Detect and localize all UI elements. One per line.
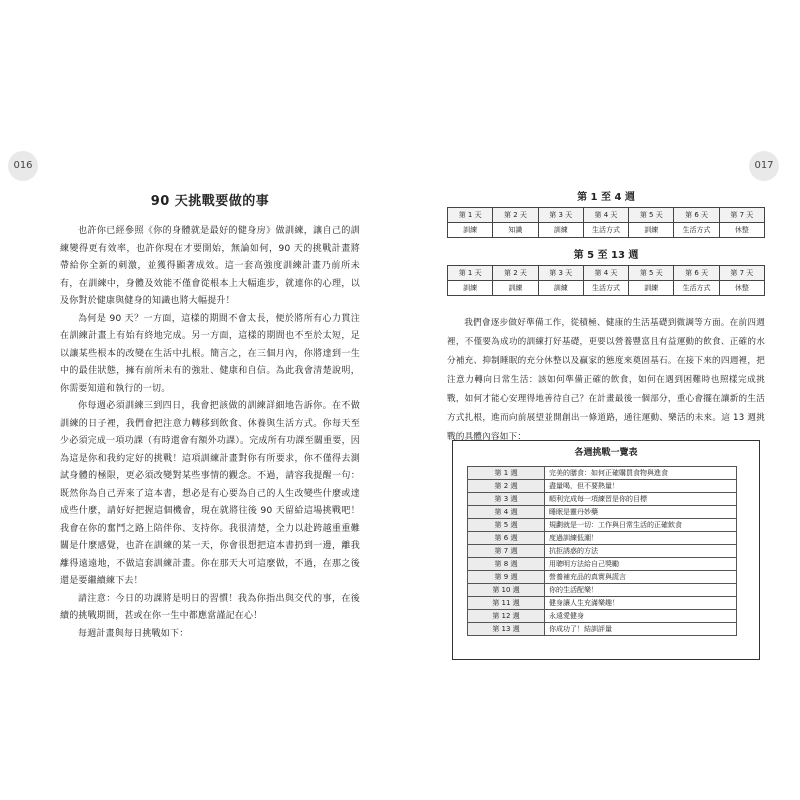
week-cell: 第 1 週 (468, 467, 545, 480)
table-row (468, 571, 737, 584)
day-cell: 第 3 天 (538, 208, 583, 223)
week-cell: 第 9 週 (468, 571, 545, 584)
activity-cell: 休整 (719, 223, 764, 238)
schedule-table-weeks-5-13 (447, 265, 765, 296)
table-row (468, 584, 737, 597)
schedule-title: 第 1 至 4 週 (577, 192, 635, 203)
schedule-title: 第 5 至 13 週 (573, 250, 639, 261)
right-page (447, 188, 765, 447)
table-row (468, 506, 737, 519)
topic-cell: 用聰明方法給自己獎勵 (545, 558, 737, 571)
week-cell: 第 7 週 (468, 545, 545, 558)
body-paragraph: 為何是 90 天？一方面，這樣的期間不會太長，便於將所有心力貫注在訓練計畫上有始有終地完成。另一方面，這樣的期間也不至於太短，足以讓某些根本的改變在生活中扎根。簡言之，在三個月內，你將達到一生中的最佳狀態，擁有前所未有的強壯、健康和自信。為此我會清楚說明，你需要知道和執行的一切。 (60, 313, 360, 394)
table-row (468, 558, 737, 571)
table-row (468, 493, 737, 506)
activity-cell: 訓練 (538, 281, 583, 296)
schedule-day-row (448, 208, 765, 223)
week-cell: 第 6 週 (468, 532, 545, 545)
day-cell: 第 4 天 (583, 208, 628, 223)
topic-cell: 睡眠是靈丹妙藥 (545, 506, 737, 519)
topic-cell: 盡量喝，但不要熱量！ (545, 480, 737, 493)
activity-cell: 知識 (493, 223, 538, 238)
weekly-challenges-table (467, 466, 737, 636)
weekly-challenges-title: 各週挑戰一覽表 (574, 448, 638, 458)
topic-cell: 抗拒誘惑的方法 (545, 545, 737, 558)
schedule-activity-row (448, 281, 765, 296)
schedule-table-weeks-1-4 (447, 207, 765, 238)
topic-cell: 健身讓人生充滿樂趣！ (545, 597, 737, 610)
day-cell: 第 2 天 (493, 266, 538, 281)
topic-cell: 你的生活配樂！ (545, 584, 737, 597)
table-row (468, 519, 737, 532)
week-cell: 第 5 週 (468, 519, 545, 532)
topic-cell: 度過訓練低潮！ (545, 532, 737, 545)
week-cell: 第 11 週 (468, 597, 545, 610)
weekly-challenges-box (452, 440, 760, 660)
topic-cell: 你成功了！結訓評量 (545, 623, 737, 636)
activity-cell: 生活方式 (674, 223, 719, 238)
week-cell: 第 2 週 (468, 480, 545, 493)
topic-cell: 營養補充品的真實與謊言 (545, 571, 737, 584)
activity-cell: 訓練 (629, 223, 674, 238)
schedule-day-row (448, 266, 765, 281)
activity-cell: 生活方式 (674, 281, 719, 296)
table-row (468, 597, 737, 610)
page-number-right: 017 (749, 151, 779, 181)
day-cell: 第 5 天 (629, 208, 674, 223)
topic-cell: 順利完成每一項練習是你的目標 (545, 493, 737, 506)
day-cell: 第 3 天 (538, 266, 583, 281)
activity-cell: 休整 (719, 281, 764, 296)
activity-cell: 訓練 (538, 223, 583, 238)
topic-cell: 永遠愛健身 (545, 610, 737, 623)
topic-cell: 完美的膳食：如何正確購買食物與進食 (545, 467, 737, 480)
table-row (468, 623, 737, 636)
body-paragraph: 我們會逐步做好準備工作，從積極、健康的生活基礎到微調等方面。在前四週裡，不僅要為成功的訓練打好基礎，更要以營養豐富且有益運動的飲食、正確的水分補充、抑制睡眠的充分休整以及贏家的態度來奠固基石。在接下來的四週裡，把注意力轉向日常生活：該如何準備正確的飲食，如何在遇到困難時也照樣完成挑戰，如何才能心安理得地善待自己？在計畫最後一個部分，重心會擺在讓新的生活方式扎根，進而向前展望並開創出一條道路，通往運動、樂活的未來。這 13 週挑戰的具體內容如下： (447, 318, 765, 442)
topic-cell: 規劃就是一切：工作與日常生活的正確飲食 (545, 519, 737, 532)
week-cell: 第 4 週 (468, 506, 545, 519)
day-cell: 第 1 天 (448, 266, 493, 281)
day-cell: 第 2 天 (493, 208, 538, 223)
body-paragraph: 也許你已經參照《你的身體就是最好的健身房》做訓練，讓自己的訓練變得更有效率，也許你現在才要開始，無論如何，90 天的挑戰計畫將帶給你全新的刺激，並獲得顯著成效。這一套高強度訓練計畫乃前所未有，在訓練中，身體及效能不僅會從根本上大幅進步，就連你的心理，以及你對於健康與健身的知識也將大幅提升！ (60, 226, 360, 306)
week-cell: 第 12 週 (468, 610, 545, 623)
table-row (468, 610, 737, 623)
day-cell: 第 4 天 (583, 266, 628, 281)
page-title: 90 天挑戰要做的事 (150, 194, 270, 209)
week-cell: 第 8 週 (468, 558, 545, 571)
table-row (468, 467, 737, 480)
activity-cell: 訓練 (448, 223, 493, 238)
week-cell: 第 13 週 (468, 623, 545, 636)
left-page (60, 190, 360, 643)
activity-cell: 訓練 (493, 281, 538, 296)
activity-cell: 訓練 (629, 281, 674, 296)
day-cell: 第 7 天 (719, 208, 764, 223)
table-row (468, 532, 737, 545)
week-cell: 第 10 週 (468, 584, 545, 597)
body-paragraph: 每週計畫與每日挑戰如下： (78, 628, 189, 639)
day-cell: 第 7 天 (719, 266, 764, 281)
schedule-activity-row (448, 223, 765, 238)
body-paragraph: 請注意：今日的功課將是明日的習慣！我為你指出與交代的事，在後續的挑戰期間，甚或在你一生中都應當謹記在心！ (60, 593, 360, 621)
activity-cell: 生活方式 (583, 223, 628, 238)
activity-cell: 生活方式 (583, 281, 628, 296)
page-number-left: 016 (8, 151, 38, 181)
week-cell: 第 3 週 (468, 493, 545, 506)
table-row (468, 480, 737, 493)
day-cell: 第 6 天 (674, 266, 719, 281)
activity-cell: 訓練 (448, 281, 493, 296)
day-cell: 第 5 天 (629, 266, 674, 281)
body-paragraph: 你每週必須訓練三到四日，我會把該做的訓練詳細地告訴你。在不做訓練的日子裡，我們會把注意力轉移到飲食、休養與生活方式。你每天至少必須完成一項功課（有時還會有額外功課）。完成所有功課至關重要，因為這是你和我約定好的挑戰！這項訓練計畫對你有所要求，你不僅得去測試身體的極限，更必須改變對某些事情的觀念。不過，請容我提醒一句：既然你為自己弄來了這本書，想必是有心要為自己的人生改變些什麼或達成些什麼，請好好把握這個機會，現在就將往後 90 天留給這場挑戰吧！我會在你的奮鬥之路上陪伴你、支持你。我很清楚，全力以赴跨越重重難關是什麼感覺，也許在訓練的某一天，你會很想把這本書扔到一邊，離我離得遠遠地，不做這套訓練計畫。你在那天大可這麼做，不過，在那之後還是要繼續練下去！ (60, 401, 360, 586)
day-cell: 第 6 天 (674, 208, 719, 223)
table-row (468, 545, 737, 558)
day-cell: 第 1 天 (448, 208, 493, 223)
